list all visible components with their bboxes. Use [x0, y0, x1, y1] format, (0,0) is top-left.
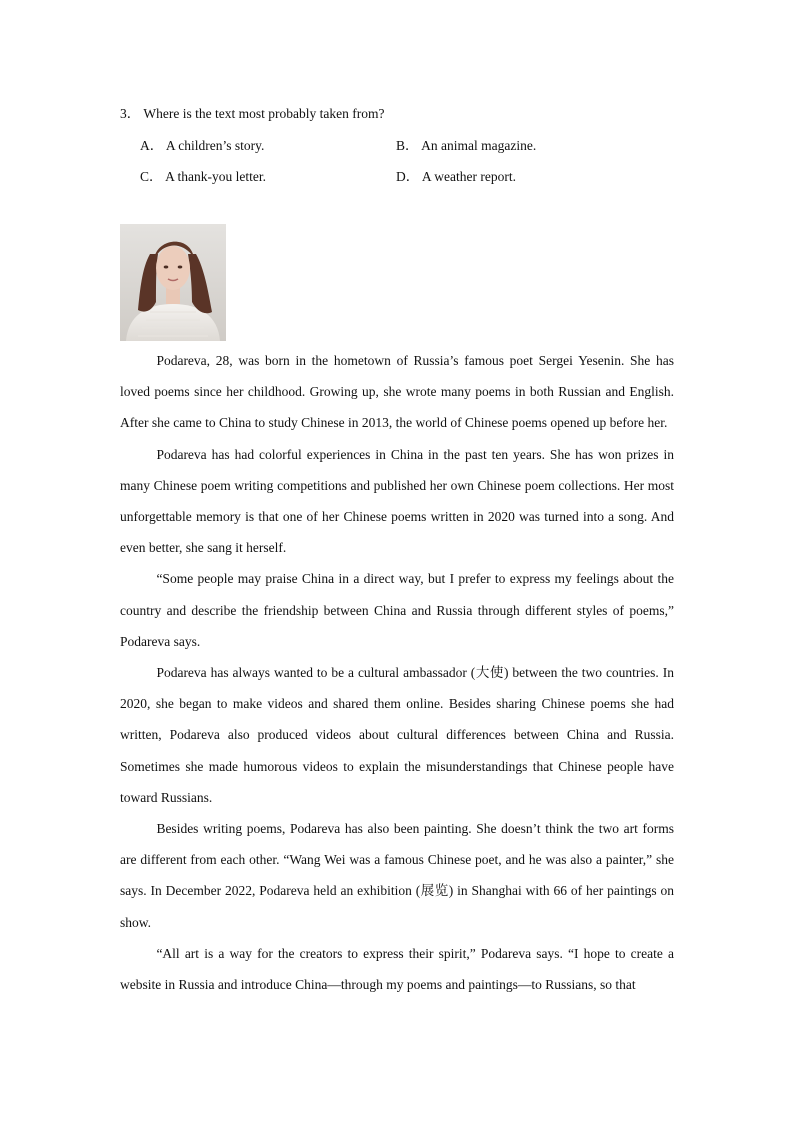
option-d	[396, 165, 516, 185]
option-text: A thank-you letter.	[165, 169, 267, 184]
option-c	[140, 165, 266, 185]
article-paragraph: Podareva has always wanted to be a cultural ambassador (大使) between the two countries. In 2020, she began to make videos and shared them online. Besides sharing Chinese poems she had written, Podareva also produced videos about cultural differences between China and Russia. Sometimes she made humorous videos to explain the misunderstandings that Chinese people have toward Russians.	[120, 665, 674, 805]
option-a	[140, 134, 264, 154]
article-paragraph: “All art is a way for the creators to express their spirit,” Podareva says. “I hope to create a website in Russia and introduce China—through my poems and paintings—to Russians, so that	[120, 945, 674, 993]
question-number: 3．	[120, 106, 141, 121]
option-b	[396, 134, 536, 154]
article-paragraph: Podareva has had colorful experiences in China in the past ten years. She has won prizes in many Chinese poem writing competitions and published her own Chinese poem collections. Her most unforgettable memory is that one of her Chinese poems written in 2020 was turned into a song. And even better, she sang it herself.	[120, 446, 674, 556]
question-text: Where is the text most probably taken from?	[143, 106, 385, 121]
article-body	[120, 345, 674, 1000]
question-3	[120, 102, 384, 122]
option-text: An animal magazine.	[421, 138, 537, 153]
article-paragraph: Besides writing poems, Podareva has also been painting. She doesn’t think the two art forms are different from each other. “Wang Wei was a famous Chinese poet, and he was also a painter,” she says. In December 2022, Podareva held an exhibition (展览) in Shanghai with 66 of her paintings on show.	[120, 821, 674, 930]
article-paragraph: “Some people may praise China in a direct way, but I prefer to express my feelings about the country and describe the friendship between China and Russia through different styles of poems,” Podareva says.	[120, 571, 674, 649]
option-letter: C．	[140, 169, 163, 184]
option-text: A weather report.	[421, 169, 516, 184]
option-text: A children’s story.	[165, 138, 265, 153]
option-letter: B．	[396, 138, 419, 153]
article-paragraph: Podareva, 28, was born in the hometown of Russia’s famous poet Sergei Yesenin. She has loved poems since her childhood. Growing up, she wrote many poems in both Russian and English. After she came to China to study Chinese in 2013, the world of Chinese poems opened up before her.	[120, 353, 674, 431]
option-letter: A．	[140, 138, 164, 153]
option-letter: D．	[396, 169, 420, 184]
portrait-photo-icon	[120, 224, 226, 341]
